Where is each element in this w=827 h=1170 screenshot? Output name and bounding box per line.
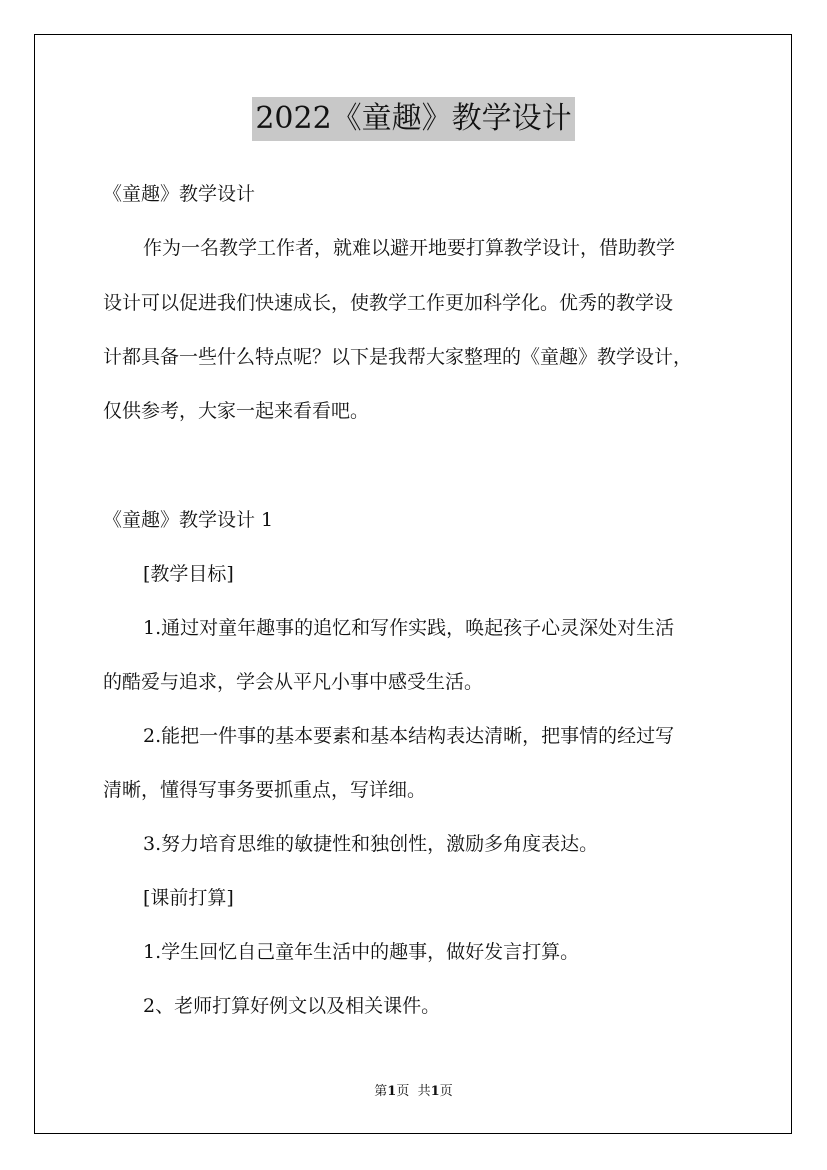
title-container <box>0 97 827 141</box>
page-footer <box>0 1084 827 1100</box>
goal-line: 2.能把一件事的基本要素和基本结构表达清晰，把事情的经过写 <box>143 725 675 747</box>
intro-line: 仅供参考，大家一起来看看吧。 <box>103 400 370 422</box>
total-suffix: 页 <box>439 1084 453 1099</box>
goal-line: 3.努力培育思维的敏捷性和独创性，激励多角度表达。 <box>143 833 599 855</box>
document-title: 2022《童趣》教学设计 <box>252 97 574 141</box>
page-number: 1 <box>387 1084 397 1099</box>
page-suffix: 页 <box>396 1084 410 1099</box>
prep-line: 2、老师打算好例文以及相关课件。 <box>143 995 441 1017</box>
prep-label: [课前打算] <box>143 887 234 909</box>
subheading: 《童趣》教学设计 <box>103 183 256 205</box>
prep-line: 1.学生回忆自己童年生活中的趣事，做好发言打算。 <box>143 941 580 963</box>
section-heading: 《童趣》教学设计 1 <box>103 509 274 531</box>
goal-line: 的酷爱与追求，学会从平凡小事中感受生活。 <box>103 671 484 693</box>
total-prefix: 共 <box>417 1084 431 1099</box>
intro-line: 设计可以促进我们快速成长，使教学工作更加科学化。优秀的教学设 <box>103 292 674 314</box>
intro-line: 计都具备一些什么特点呢？以下是我帮大家整理的《童趣》教学设计， <box>103 346 693 368</box>
goal-line: 1.通过对童年趣事的追忆和写作实践，唤起孩子心灵深处对生活 <box>143 617 675 639</box>
goal-line: 清晰，懂得写事务要抓重点，写详细。 <box>103 779 427 801</box>
page-prefix: 第 <box>374 1084 388 1099</box>
goals-label: [教学目标] <box>143 563 234 585</box>
total-pages: 1 <box>430 1084 440 1099</box>
intro-line: 作为一名教学工作者，就难以避开地要打算教学设计，借助教学 <box>143 237 676 259</box>
